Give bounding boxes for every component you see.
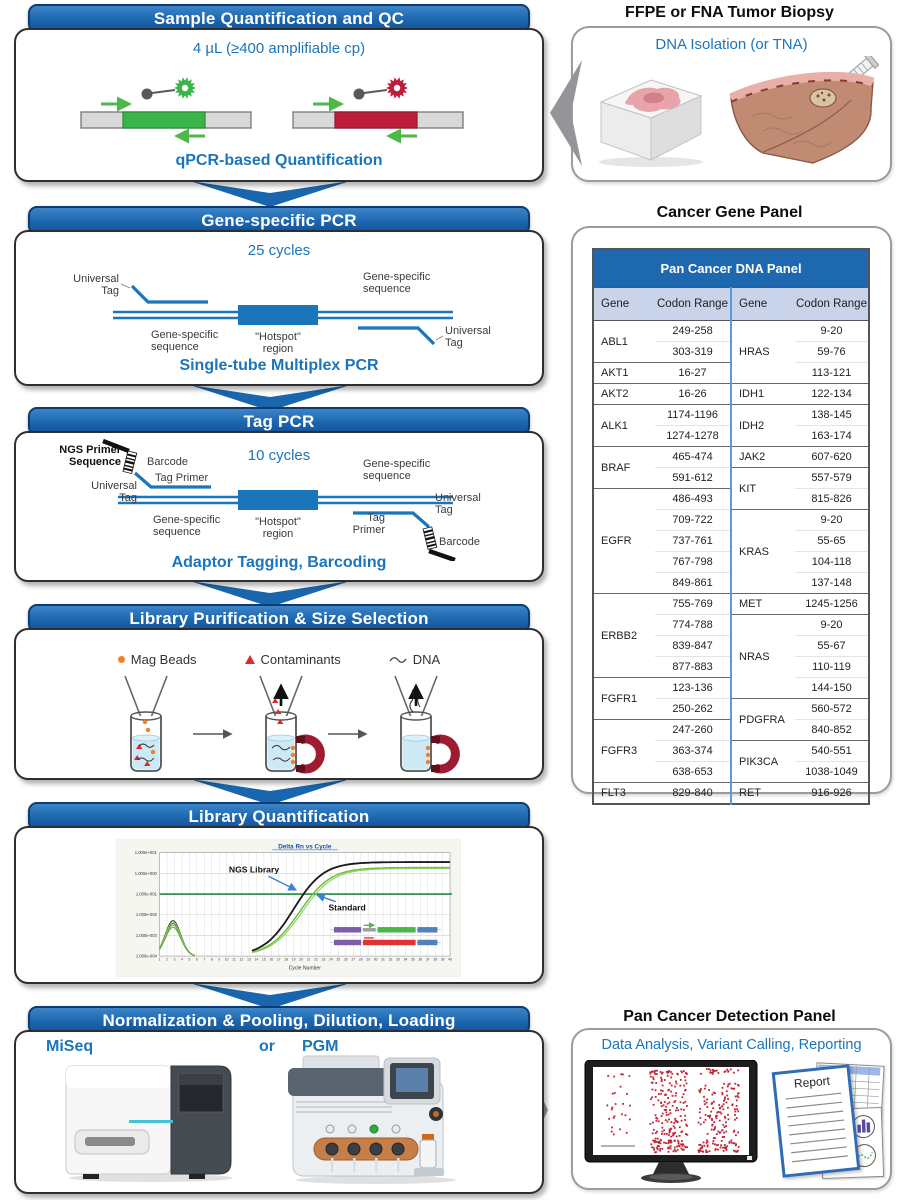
fluorophore-icon xyxy=(174,77,196,98)
codon-range-cell: 16-26 xyxy=(655,384,731,405)
svg-text:1.000e-001: 1.000e-001 xyxy=(135,891,157,897)
codon-range-cell: 113-121 xyxy=(795,363,869,384)
codon-range-cell: 55-65 xyxy=(795,531,869,552)
codon-range-cell: 104-118 xyxy=(795,552,869,573)
pgm-screen xyxy=(396,1068,428,1092)
codon-range-cell: 560-572 xyxy=(795,699,869,720)
step-header-label: Gene-specific PCR xyxy=(201,210,357,230)
universal-tag-label: Universal xyxy=(445,325,491,337)
codon-range-cell: 59-76 xyxy=(795,342,869,363)
report-sheet xyxy=(772,1064,861,1178)
biopsy-panel xyxy=(571,26,892,182)
svg-text:21: 21 xyxy=(306,957,311,962)
quencher-icon xyxy=(142,89,153,100)
table-title-row xyxy=(593,249,869,288)
legend-dna xyxy=(389,652,440,667)
col-header-gene: Gene xyxy=(731,288,795,321)
sample-input-label: 4 µL (≥400 amplifiable cp) xyxy=(192,40,366,57)
gene-cell: KRAS xyxy=(731,510,795,594)
svg-text:1.000e-003: 1.000e-003 xyxy=(135,932,157,938)
codon-range-cell: 363-374 xyxy=(655,741,731,762)
template-red xyxy=(293,77,463,136)
purification-legend xyxy=(16,652,542,667)
svg-text:35: 35 xyxy=(411,957,415,962)
universal-tag-label: Universal xyxy=(73,273,119,285)
svg-text:1.000e+001: 1.000e+001 xyxy=(134,850,157,856)
codon-range-cell: 250-262 xyxy=(655,699,731,720)
step-normalization-loading xyxy=(12,1006,546,1196)
gene-cell: AKT1 xyxy=(593,363,655,384)
svg-text:37: 37 xyxy=(425,957,430,962)
svg-text:32: 32 xyxy=(388,957,393,962)
svg-text:25: 25 xyxy=(336,957,341,962)
universal-tag-label: Tag xyxy=(119,492,137,504)
codon-range-cell: 9-20 xyxy=(795,321,869,342)
svg-text:33: 33 xyxy=(396,957,400,962)
hotspot-label: region xyxy=(262,528,294,540)
gene-cell: FGFR1 xyxy=(593,678,655,720)
svg-text:17: 17 xyxy=(276,957,281,962)
monitor-stand xyxy=(653,1162,689,1174)
codon-range-cell: 737-761 xyxy=(655,531,731,552)
hotspot-label: "Hotspot" xyxy=(255,331,301,343)
svg-text:1: 1 xyxy=(158,957,161,962)
qpcr-probe-diagram xyxy=(73,66,493,148)
gene-specific-label: sequence xyxy=(363,283,411,295)
gene-cell: BRAF xyxy=(593,447,655,489)
gene-cell: PDGFRA xyxy=(731,699,795,741)
multiplex-caption: Single-tube Multiplex PCR xyxy=(179,357,379,374)
gene-specific-label: Gene-specific xyxy=(363,458,431,470)
svg-text:34: 34 xyxy=(403,957,408,962)
universal-tag-label: Tag xyxy=(101,285,119,297)
report-stack xyxy=(777,1062,883,1182)
svg-text:36: 36 xyxy=(418,957,423,962)
codon-range-cell: 557-579 xyxy=(795,468,869,489)
codon-range-cell: 144-150 xyxy=(795,678,869,699)
dna-isolation-label: DNA Isolation (or TNA) xyxy=(655,36,808,53)
step-header-label: Library Quantification xyxy=(188,806,370,826)
svg-text:20: 20 xyxy=(299,957,303,962)
svg-text:31: 31 xyxy=(381,957,385,962)
step-library-purification xyxy=(12,604,546,782)
svg-text:26: 26 xyxy=(344,957,348,962)
template-green xyxy=(81,77,251,136)
miseq-accent-line xyxy=(129,1120,173,1123)
codon-range-cell: 249-258 xyxy=(655,321,731,342)
chart-title: Delta Rn vs Cycle xyxy=(278,843,332,851)
tag-primer-label: Tag xyxy=(367,512,385,524)
flow-arrow-down-icon xyxy=(185,181,355,207)
contaminant-icon xyxy=(245,655,255,664)
gene-table-row xyxy=(593,447,869,468)
amplicon-diagram xyxy=(33,264,533,360)
codon-range-cell: 138-145 xyxy=(795,405,869,426)
codon-range-cell: 1274-1278 xyxy=(655,426,731,447)
codon-range-cell: 638-653 xyxy=(655,762,731,783)
flow-arrow-left-icon xyxy=(548,60,582,166)
ngs-primer-label: NGS Primer xyxy=(59,444,121,456)
chart-xlabel: Cycle Number xyxy=(288,965,321,972)
codon-range-cell: 849-861 xyxy=(655,573,731,594)
svg-text:29: 29 xyxy=(366,957,370,962)
universal-tag-label: Tag xyxy=(445,337,463,349)
col-header-codon-range: Codon Range xyxy=(795,288,869,321)
detection-panel xyxy=(571,1028,892,1190)
svg-text:38: 38 xyxy=(433,957,438,962)
magnet-icon xyxy=(431,736,455,772)
gene-specific-label: Gene-specific xyxy=(363,271,431,283)
pgm-sequencer xyxy=(288,1050,468,1186)
qpcr-amplification-chart xyxy=(116,833,461,983)
barcode-icon xyxy=(123,451,137,474)
svg-text:18: 18 xyxy=(284,957,289,962)
codon-range-cell: 829-840 xyxy=(655,783,731,805)
svg-text:10: 10 xyxy=(224,957,229,962)
cycles-label: 10 cycles xyxy=(247,447,311,464)
ffpe-block-illustration xyxy=(589,64,713,170)
codon-range-cell: 9-20 xyxy=(795,510,869,531)
svg-text:14: 14 xyxy=(254,957,259,962)
svg-text:19: 19 xyxy=(291,957,296,962)
codon-range-cell: 755-769 xyxy=(655,594,731,615)
svg-text:8: 8 xyxy=(210,957,213,962)
step-header-label: Library Purification & Size Selection xyxy=(129,608,429,628)
codon-range-cell: 1174-1196 xyxy=(655,405,731,426)
dna-squiggle-icon xyxy=(389,655,407,665)
legend-label: Mag Beads xyxy=(130,652,197,667)
gene-cell: JAK2 xyxy=(731,447,795,468)
col-header-gene: Gene xyxy=(593,288,655,321)
gene-specific-label: sequence xyxy=(153,526,201,538)
tumor-nodule xyxy=(810,89,836,107)
barcode-label: Barcode xyxy=(439,536,480,548)
svg-text:12: 12 xyxy=(239,957,244,962)
step-header-label: Normalization & Pooling, Dilution, Loading xyxy=(102,1010,456,1030)
codon-range-cell: 1038-1049 xyxy=(795,762,869,783)
svg-text:39: 39 xyxy=(440,957,445,962)
codon-range-cell: 122-134 xyxy=(795,384,869,405)
gene-cell: ALK1 xyxy=(593,405,655,447)
svg-text:13: 13 xyxy=(247,957,251,962)
svg-text:3: 3 xyxy=(173,957,176,962)
quencher-icon xyxy=(354,89,365,100)
codon-range-cell: 1245-1256 xyxy=(795,594,869,615)
ngs-primer-label: Sequence xyxy=(69,456,121,468)
gene-table-row xyxy=(593,594,869,615)
power-led-icon xyxy=(747,1156,752,1160)
legend-label: Contaminants xyxy=(260,652,341,667)
gene-cell: HRAS xyxy=(731,321,795,384)
codon-range-cell: 540-551 xyxy=(795,741,869,762)
mag-bead-icon xyxy=(118,656,125,663)
standard-annotation: Standard xyxy=(328,902,366,913)
table-header-row xyxy=(593,288,869,321)
step-body-library-quantification xyxy=(14,826,544,984)
gene-cell: IDH2 xyxy=(731,405,795,447)
step-gene-specific-pcr xyxy=(12,206,546,388)
gene-cell: NRAS xyxy=(731,615,795,699)
codon-range-cell: 815-826 xyxy=(795,489,869,510)
svg-text:24: 24 xyxy=(329,957,333,962)
codon-range-cell: 591-612 xyxy=(655,468,731,489)
gene-specific-label: Gene-specific xyxy=(153,514,221,526)
hotspot-region-icon xyxy=(238,305,318,325)
gene-table-row xyxy=(593,783,869,805)
step-body-library-purification xyxy=(14,628,544,780)
codon-range-cell: 55-67 xyxy=(795,636,869,657)
gene-cell: FGFR3 xyxy=(593,720,655,783)
codon-range-cell: 303-319 xyxy=(655,342,731,363)
gene-cell: PIK3CA xyxy=(731,741,795,783)
svg-text:6: 6 xyxy=(195,957,198,962)
svg-text:27: 27 xyxy=(351,957,356,962)
codon-range-cell: 123-136 xyxy=(655,678,731,699)
gene-table-row xyxy=(593,384,869,405)
universal-tag-label: Tag xyxy=(435,504,453,516)
step-tag-pcr xyxy=(12,407,546,584)
codon-range-cell: 877-883 xyxy=(655,657,731,678)
codon-range-cell: 16-27 xyxy=(655,363,731,384)
tagging-caption: Adaptor Tagging, Barcoding xyxy=(171,554,387,571)
svg-text:22: 22 xyxy=(314,957,318,962)
svg-text:9: 9 xyxy=(218,957,221,962)
tag-primer-label: Primer xyxy=(352,524,385,536)
codon-range-cell: 709-722 xyxy=(655,510,731,531)
gene-cell: IDH1 xyxy=(731,384,795,405)
gene-cell: AKT2 xyxy=(593,384,655,405)
svg-text:30: 30 xyxy=(373,957,378,962)
hotspot-region-icon xyxy=(238,490,318,510)
ngs-library-annotation: NGS Library xyxy=(228,864,280,875)
legend-contaminants xyxy=(245,652,341,667)
svg-text:16: 16 xyxy=(269,957,274,962)
codon-range-cell: 916-926 xyxy=(795,783,869,805)
pan-cancer-dna-table xyxy=(592,248,870,805)
svg-text:40: 40 xyxy=(448,957,452,962)
analysis-monitor xyxy=(583,1060,771,1184)
step-sample-quantification xyxy=(12,4,546,184)
bead-cleanup-diagram xyxy=(33,674,533,780)
magnet-icon xyxy=(296,736,320,772)
gene-panel-section-title: Cancer Gene Panel xyxy=(656,204,803,221)
or-label: or xyxy=(259,1038,275,1055)
gene-panel xyxy=(571,226,892,799)
codon-range-cell: 137-148 xyxy=(795,573,869,594)
svg-text:4: 4 xyxy=(181,957,183,962)
codon-range-cell: 839-847 xyxy=(655,636,731,657)
svg-text:5: 5 xyxy=(188,957,191,962)
codon-range-cell: 9-20 xyxy=(795,615,869,636)
gene-cell: EGFR xyxy=(593,489,655,594)
gene-specific-label: Gene-specific xyxy=(151,329,219,341)
svg-text:1.000e+000: 1.000e+000 xyxy=(134,870,157,876)
tag-primer-label: Tag Primer xyxy=(155,472,209,484)
gene-cell: KIT xyxy=(731,468,795,510)
step-body-gene-specific-pcr xyxy=(14,230,544,386)
gene-table-row xyxy=(593,321,869,342)
qpcr-caption: qPCR-based Quantification xyxy=(175,152,383,169)
codon-range-cell: 840-852 xyxy=(795,720,869,741)
fna-biopsy-illustration xyxy=(723,56,879,172)
barcode-label: Barcode xyxy=(147,456,188,468)
step-header-label: Sample Quantification and QC xyxy=(153,8,405,28)
svg-text:2: 2 xyxy=(166,957,168,962)
universal-tag-label: Universal xyxy=(435,492,481,504)
gene-cell: RET xyxy=(731,783,795,805)
svg-text:23: 23 xyxy=(321,957,326,962)
step-library-quantification xyxy=(12,802,546,986)
gene-cell: ERBB2 xyxy=(593,594,655,678)
biopsy-section-title: FFPE or FNA Tumor Biopsy xyxy=(625,4,834,21)
codon-range-cell: 110-119 xyxy=(795,657,869,678)
codon-range-cell: 465-474 xyxy=(655,447,731,468)
codon-range-cell: 774-788 xyxy=(655,615,731,636)
svg-text:28: 28 xyxy=(358,957,363,962)
step-body-sample-quantification xyxy=(14,28,544,182)
miseq-sequencer xyxy=(61,1056,241,1184)
svg-text:1.000e-002: 1.000e-002 xyxy=(135,912,157,918)
codon-range-cell: 247-260 xyxy=(655,720,731,741)
pgm-label: PGM xyxy=(302,1038,339,1055)
fluorophore-icon xyxy=(386,77,408,98)
legend-label: DNA xyxy=(412,652,441,667)
universal-tag-right-icon xyxy=(358,328,434,344)
miseq-label: MiSeq xyxy=(46,1038,94,1055)
codon-range-cell: 607-620 xyxy=(795,447,869,468)
col-header-codon-range: Codon Range xyxy=(655,288,731,321)
hotspot-label: region xyxy=(262,343,294,355)
analysis-label: Data Analysis, Variant Calling, Reporting xyxy=(601,1037,862,1053)
svg-text:15: 15 xyxy=(262,957,266,962)
legend-mag-beads xyxy=(118,652,197,667)
gene-specific-label: sequence xyxy=(363,470,411,482)
table-title: Pan Cancer DNA Panel xyxy=(593,249,869,288)
gene-cell: MET xyxy=(731,594,795,615)
detection-section-title: Pan Cancer Detection Panel xyxy=(623,1008,836,1025)
barcode-icon xyxy=(423,527,437,550)
svg-text:11: 11 xyxy=(232,957,236,962)
svg-text:1.000e-004: 1.000e-004 xyxy=(135,953,157,959)
svg-text:7: 7 xyxy=(203,957,206,962)
tag-pcr-diagram xyxy=(33,439,533,561)
codon-range-cell: 163-174 xyxy=(795,426,869,447)
gene-cell: FLT3 xyxy=(593,783,655,805)
report-title: Report xyxy=(793,1073,831,1091)
step-body-normalization-loading xyxy=(14,1030,544,1194)
gene-specific-label: sequence xyxy=(151,341,199,353)
cycles-label: 25 cycles xyxy=(247,242,311,259)
codon-range-cell: 486-493 xyxy=(655,489,731,510)
step-header-label: Tag PCR xyxy=(243,411,315,431)
universal-tag-left-icon xyxy=(132,286,208,302)
step-body-tag-pcr xyxy=(14,431,544,582)
universal-tag-label: Universal xyxy=(91,480,137,492)
codon-range-cell: 767-798 xyxy=(655,552,731,573)
hotspot-label: "Hotspot" xyxy=(255,516,301,528)
gene-table-row xyxy=(593,405,869,426)
gene-cell: ABL1 xyxy=(593,321,655,363)
